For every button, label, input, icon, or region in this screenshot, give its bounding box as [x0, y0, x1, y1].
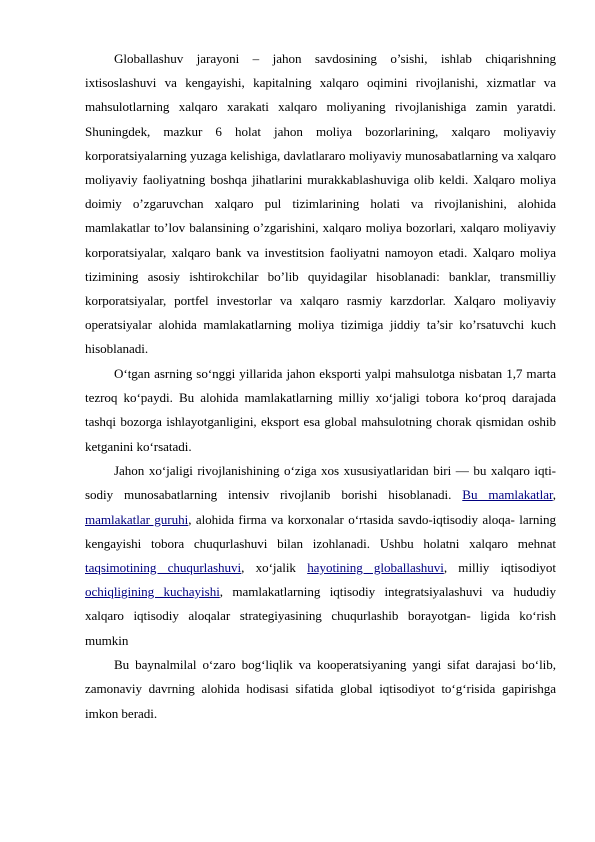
paragraph-text: , xo‘jalik	[241, 560, 308, 576]
link-mamlakatlar-guruhi[interactable]: mamlakatlar guruhi	[85, 511, 189, 527]
paragraph-globalization: Globallashuv jarayoni – jahon savdosining o’sishi, ishlab chiqarishning ixtisoslashuvi va kengayishi, kapitalning xalqaro oqimini rivojlanishi, xizmatlar va mahsulotlarning xalqaro xarakati xalqaro moliyaning rivojlanishiga zamin yaratdi. Shuningdek, mazkur 6 holat jahon moliya bozorlarining, xalqaro moliyaviy korporatsiyalarning yuzaga kelishiga, davlatlararo moliyaviy munosabatlarning va xalqaro moliyaviy faoliyatning boshqa jihatlarini murakkablashuviga olib keldi. Xalqaro moliya doimiy o’zgaruvchan xalqaro pul tizimlarining holati va rivojlanishini, alohida mamlakatlar to’lov balansining o’zgarishini, xalqaro moliya bozorlari, xalqaro moliyaviy korporatsiyalar, xalqaro bank va investitsion faoliyatni namoyon etadi. Xalqaro moliya tizimining asosiy ishtirokchilar bo’lib quyidagilar hisoblanadi: banklar, transmilliy korporatsiyalar, portfel investorlar va xalqaro rasmiy karzdorlar. Xalqaro moliyaviy operatsiyalar alohida mamlakatlarning moliya tizimiga jiddiy ta’sir ko’rsatuvchi kuch hisoblanadi.	[85, 51, 556, 357]
link-bu-mamlakatlar[interactable]: Bu mamlakatlar	[462, 487, 553, 503]
document-body	[85, 47, 556, 726]
link-taqsimotining-chuqurlashuvi[interactable]: taqsimotining chuqurlashuvi	[85, 560, 242, 576]
paragraph-economic-relations	[85, 459, 556, 653]
paragraph-text: , milliy iqtisodiyot	[443, 560, 557, 576]
paragraph-text: Jahon xo‘jaligi rivojlanishining o‘ziga xos xususiyatlaridan biri — bu xalqaro iqti- sodiy munosabatlarning intensiv rivojlanib borishi hisoblanadi.	[85, 463, 556, 503]
paragraph-export-growth: O‘tgan asrning so‘nggi yillarida jahon eksporti yalpi mahsulotga nisbatan 1,7 marta tezroq ko‘paydi. Bu alohida mamlakatlarning milliy xo‘jaligi tobora ko‘proq darajada tashqi bozorga ishlayotganligini, eksport esa global mahsulotning chorak qismidan oshib ketganini ko‘rsatadi.	[85, 366, 556, 454]
paragraph-interdependence: Bu baynalmilal o‘zaro bog‘liqlik va kooperatsiyaning yangi sifat darajasi bo‘lib, zamonaviy davrning alohida hodisasi sifatida global iqtisodiyot to‘g‘risida gapirishga imkon beradi.	[85, 657, 556, 721]
link-hayotining-globallashuvi[interactable]: hayotining globallashuvi	[307, 560, 444, 576]
paragraph-text: , alohida firma va korxonalar o‘rtasida savdo-iqtisodiy aloqa- larning kengayishi tobora chuqurlashuvi bilan izohlanadi. Ushbu holatni xalqaro mehnat	[85, 511, 556, 551]
paragraph-text: , mamlakatlarning iqtisodiy integratsiyalashuvi va hududiy xalqaro iqtisodiy aloqalar strategiyasining chuqurlashib borayotgan- ligida ko‘rish mumkin	[85, 584, 556, 648]
paragraph-text: ,	[552, 487, 556, 503]
link-ochiqligining-kuchayishi[interactable]: ochiqligining kuchayishi	[85, 584, 220, 600]
